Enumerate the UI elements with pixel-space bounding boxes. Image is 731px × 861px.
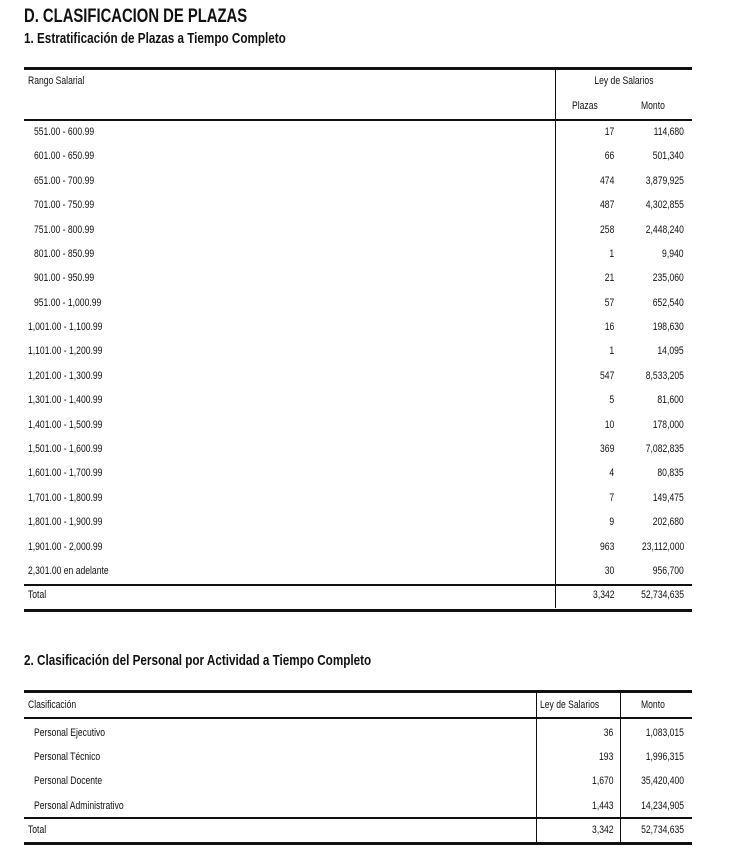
table-row (24, 794, 692, 818)
salary-range: 601.00 - 650.99 (34, 150, 95, 163)
table-row (24, 388, 692, 412)
section1-title (24, 30, 360, 47)
salary-range: 701.00 - 750.99 (34, 199, 95, 212)
table-row (24, 720, 692, 744)
total-plazas: 3,342 (592, 824, 614, 837)
table-row (24, 486, 692, 510)
plazas-count: 1,443 (592, 799, 614, 812)
salary-range: 751.00 - 800.99 (34, 223, 95, 236)
monto-value: 23,112,000 (641, 540, 684, 553)
monto-value: 4,302,855 (645, 199, 684, 212)
table-row (24, 120, 692, 144)
monto-value: 81,600 (657, 394, 684, 407)
salary-range: 901.00 - 950.99 (34, 272, 95, 285)
table1-subheader-row (24, 93, 692, 117)
section2-title-text: 2. Clasificación del Personal por Actividad a Tiempo Completo (24, 652, 372, 669)
col-header-plazas: Plazas (571, 99, 598, 112)
salary-range: 1,401.00 - 1,500.99 (28, 418, 103, 431)
monto-value: 235,060 (652, 272, 684, 285)
plazas-count: 21 (604, 272, 615, 285)
monto-value: 202,680 (652, 516, 684, 529)
plazas-count: 9 (609, 516, 615, 529)
table-row (24, 510, 692, 534)
salary-range: 1,501.00 - 1,600.99 (28, 443, 103, 456)
table2-bottom-rule (24, 842, 692, 845)
plazas-count: 4 (609, 467, 615, 480)
salary-range: 1,301.00 - 1,400.99 (28, 394, 103, 407)
table-row (24, 559, 692, 583)
table-row (24, 364, 692, 388)
page-heading-text: D. CLASIFICACION DE PLAZAS (24, 6, 248, 27)
monto-value: 3,879,925 (645, 174, 684, 187)
plazas-count: 5 (609, 394, 615, 407)
col-header-clasificacion: Clasificación (28, 699, 77, 712)
salary-range: 801.00 - 850.99 (34, 247, 95, 260)
salary-range: 1,701.00 - 1,800.99 (28, 491, 103, 504)
table-row (24, 144, 692, 168)
table-row (24, 534, 692, 558)
plazas-count: 193 (599, 750, 614, 763)
plazas-count: 547 (599, 369, 615, 382)
salary-range: 651.00 - 700.99 (34, 174, 95, 187)
col-header-rango: Rango Salarial (28, 75, 85, 88)
salary-range: 1,101.00 - 1,200.99 (28, 345, 103, 358)
plazas-count: 7 (609, 491, 615, 504)
monto-value: 14,095 (657, 345, 684, 358)
monto-value: 1,996,315 (645, 750, 684, 763)
col-header-ley-de-salarios: Ley de Salarios (540, 699, 600, 712)
table-row (24, 266, 692, 290)
salary-range-table (24, 69, 692, 608)
monto-value: 2,448,240 (645, 223, 684, 236)
section2-title (24, 652, 469, 669)
table-row (24, 745, 692, 769)
personnel-category: Personal Ejecutivo (34, 726, 106, 739)
table2-header-row (24, 693, 692, 717)
salary-range: 551.00 - 600.99 (34, 125, 95, 138)
monto-value: 178,000 (652, 418, 684, 431)
plazas-count: 10 (604, 418, 615, 431)
table-row (24, 169, 692, 193)
total-plazas: 3,342 (592, 589, 615, 602)
table-row (24, 461, 692, 485)
salary-range: 2,301.00 en adelante (28, 565, 109, 577)
table-row (24, 339, 692, 363)
monto-value: 35,420,400 (641, 775, 684, 788)
monto-value: 652,540 (652, 296, 684, 309)
table-row (24, 291, 692, 315)
plazas-count: 30 (604, 565, 615, 577)
personnel-category: Personal Administrativo (34, 799, 124, 812)
total-monto: 52,734,635 (641, 824, 684, 837)
table-row (24, 412, 692, 436)
salary-range: 1,601.00 - 1,700.99 (28, 467, 103, 480)
monto-value: 1,083,015 (645, 726, 684, 739)
page-heading (24, 6, 310, 28)
personnel-activity-table (24, 693, 692, 842)
table-row (24, 193, 692, 217)
table1-total-row (24, 583, 692, 607)
table2-total-row (24, 818, 692, 842)
monto-value: 501,340 (652, 150, 684, 163)
total-monto: 52,734,635 (641, 589, 684, 602)
monto-value: 114,680 (653, 125, 684, 138)
plazas-count: 66 (604, 150, 615, 163)
plazas-count: 369 (599, 443, 615, 456)
table-row (24, 242, 692, 266)
table-row (24, 315, 692, 339)
salary-range: 1,801.00 - 1,900.99 (28, 516, 103, 529)
table-row (24, 437, 692, 461)
monto-value: 80,835 (657, 467, 684, 480)
monto-value: 149,475 (652, 491, 684, 504)
salary-range: 951.00 - 1,000.99 (34, 296, 102, 309)
plazas-count: 17 (604, 125, 615, 138)
salary-range: 1,901.00 - 2,000.99 (28, 540, 103, 553)
section1-title-text: 1. Estratificación de Plazas a Tiempo Completo (24, 30, 286, 47)
plazas-count: 474 (599, 174, 615, 187)
table1-bottom-rule (24, 609, 692, 612)
col-header-monto: Monto (641, 699, 665, 712)
plazas-count: 1,670 (592, 775, 614, 788)
monto-value: 198,630 (652, 321, 684, 334)
col-group-ley-de-salarios: Ley de Salarios (594, 75, 654, 88)
plazas-count: 258 (599, 223, 615, 236)
total-label: Total (28, 824, 47, 837)
plazas-count: 16 (604, 321, 615, 334)
plazas-count: 1 (609, 345, 615, 358)
salary-range: 1,001.00 - 1,100.99 (28, 321, 103, 334)
monto-value: 9,940 (662, 247, 684, 260)
plazas-count: 1 (609, 247, 615, 260)
personnel-category: Personal Técnico (34, 750, 101, 763)
monto-value: 956,700 (652, 565, 684, 577)
personnel-category: Personal Docente (34, 775, 103, 788)
table-row (24, 769, 692, 793)
monto-value: 14,234,905 (641, 799, 684, 812)
plazas-count: 57 (604, 296, 615, 309)
plazas-count: 487 (599, 199, 615, 212)
table-row (24, 217, 692, 241)
total-label: Total (28, 589, 47, 602)
salary-range: 1,201.00 - 1,300.99 (28, 369, 103, 382)
plazas-count: 963 (599, 540, 615, 553)
monto-value: 8,533,205 (645, 369, 684, 382)
table1-header-row (24, 69, 692, 93)
plazas-count: 36 (604, 726, 614, 739)
col-header-monto: Monto (640, 99, 665, 112)
monto-value: 7,082,835 (645, 443, 684, 456)
